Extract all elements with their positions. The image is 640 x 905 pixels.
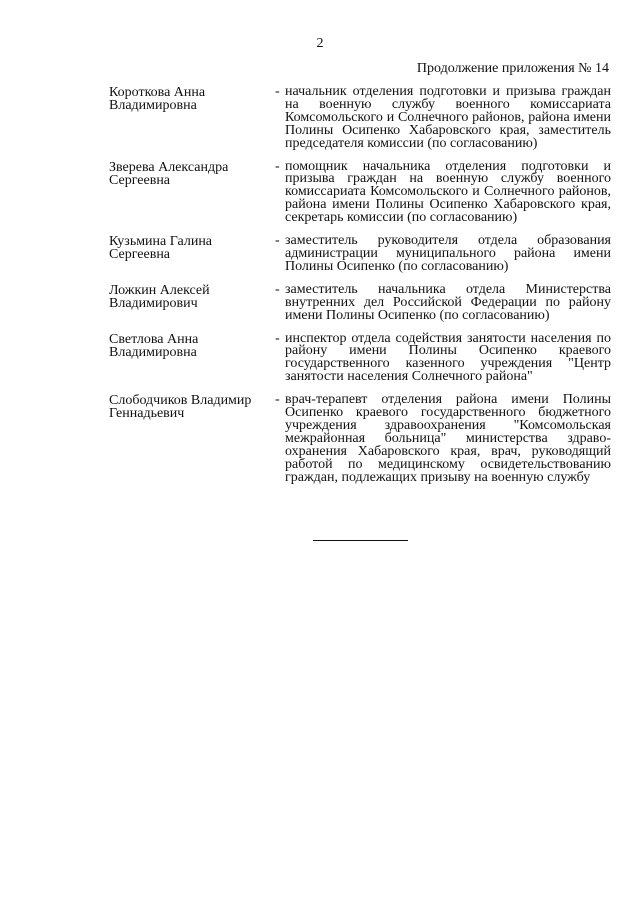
commission-member-list [109,86,611,484]
member-dash: - [275,392,280,408]
member-name: Короткова Анна Владимировна [109,85,206,114]
member-name: Зверева Александра Сергеевна [109,159,229,188]
member-entry [109,158,611,226]
member-role: врач-терапевт отделения района имени Полины Осипенко краевого государственного бюджетного учреждения здравоохранения "Комсомольская межрайонная больница" министерства здравоохранения Хабаровского края, врач, руководящий работой по медицинскому освидетельствованию граждан, подлежащих призыву на военную службу [285,392,611,485]
page-number: 2 [316,36,324,51]
member-name: Кузьмина Галина Сергеевна [109,234,213,263]
member-role: заместитель руководителя отдела образования администрации муниципального района имени Полины Осипенко (по согласованию) [285,233,611,274]
member-name: Слободчиков Владимир Геннадьевич [109,393,252,422]
member-entry [109,394,611,484]
member-role: заместитель начальника отдела Министерства внутренних дел Российской Федерации по району имени Полины Осипенко (по согласованию) [285,281,611,323]
member-role: помощник начальника отделения подготовки и призыва граждан на военную службу военного комиссариата Комсомольского и Солнечного районов, района имени Полины Осипенко Хабаровского края, секретарь комиссии (по согласованию) [285,158,611,226]
member-dash: - [275,84,280,99]
member-dash: - [275,233,280,249]
member-dash: - [275,330,280,346]
member-dash: - [275,281,280,297]
member-role: инспектор отдела содействия занятости населения по району имени Полины Осипенко краевого государственного казенного учреждения "Центр занятости населения Солнечного района" [285,330,611,385]
member-entry [109,330,611,385]
member-dash: - [275,158,280,174]
member-name: Ложкин Алексей Владимирович [109,282,210,311]
member-entry [109,86,611,151]
member-entry [109,235,611,274]
member-entry [109,281,611,323]
member-name: Светлова Анна Владимировна [109,331,199,360]
appendix-continuation-note: Продолжение приложения № 14 [416,61,609,76]
member-role: начальник отделения подготовки и призыва граждан на военную службу военного комиссариата Комсомольского и Солнечного районов, района имени Полины Осипенко Хабаровского края, заместитель председателя комиссии (по согласованию) [285,84,611,151]
end-divider-line [313,540,408,541]
